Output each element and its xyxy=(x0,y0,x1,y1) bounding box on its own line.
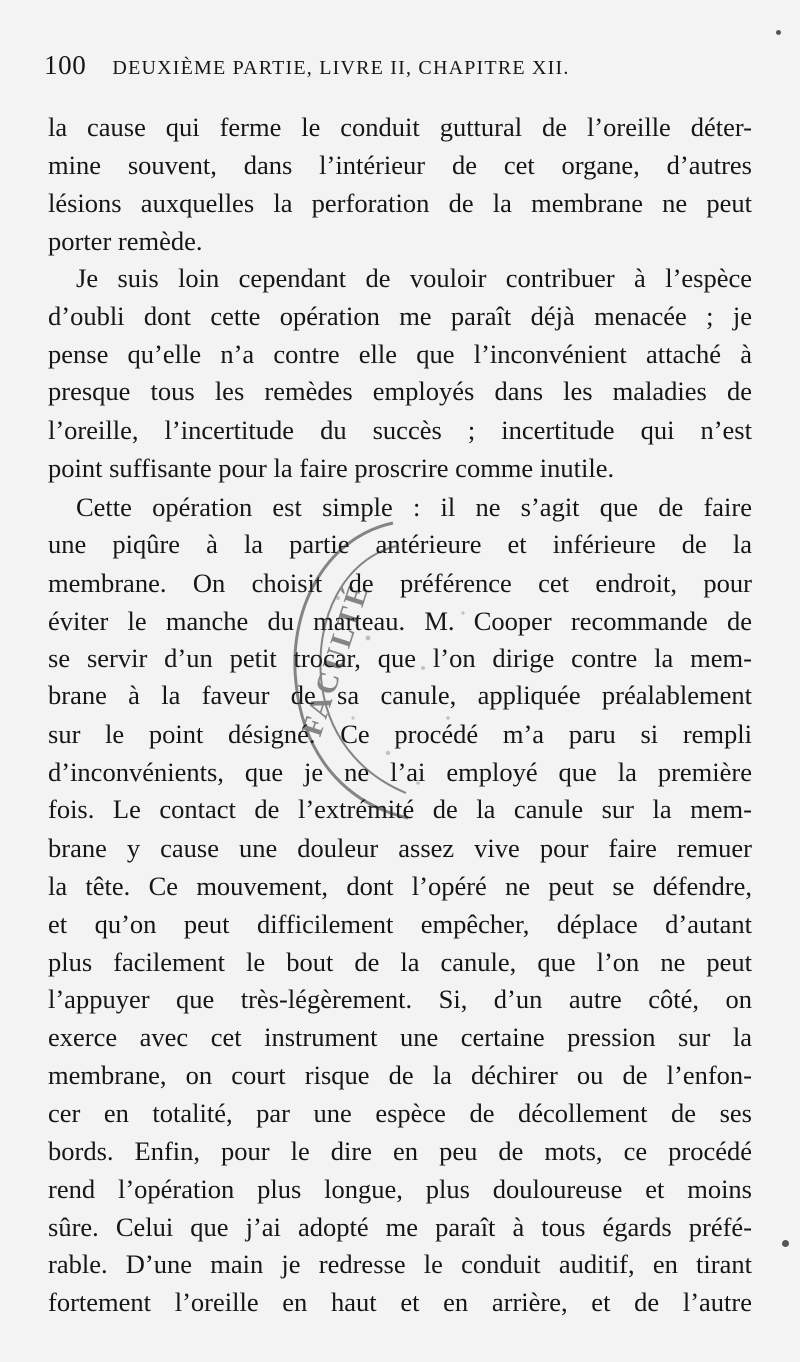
text-line: une piqûre à la partie antérieure et inférieure de la xyxy=(48,529,752,559)
text-line: d’inconvénients, que je ne l’ai employé que la première xyxy=(48,757,752,787)
text-line: d’oubli dont cette opération me paraît déjà menacée ; je xyxy=(48,301,752,331)
text-line: brane y cause une douleur assez vive pour faire remuer xyxy=(48,833,752,863)
text-line: sûre. Celui que j’ai adopté me paraît à tous égards préfé- xyxy=(48,1212,752,1242)
text-line: cer en totalité, par une espèce de décollement de ses xyxy=(48,1098,752,1128)
stamp-label: FACULTÉ xyxy=(295,578,376,741)
text-line: fortement l’oreille en haut et en arrière, et de l’autre xyxy=(48,1287,752,1317)
text-line: porter remède. xyxy=(48,226,203,256)
text-line: la cause qui ferme le conduit guttural de l’oreille déter- xyxy=(48,112,752,142)
text-line: l’appuyer que très-légèrement. Si, d’un autre côté, on xyxy=(48,984,752,1014)
text-line: rend l’opération plus longue, plus douloureuse et moins xyxy=(48,1174,752,1204)
text-line: mine souvent, dans l’intérieur de cet organe, d’autres xyxy=(48,150,752,180)
page-number: 100 xyxy=(44,50,87,80)
text-line: fois. Le contact de l’extrémité de la canule sur la mem- xyxy=(48,794,752,824)
text-line: Cette opération est simple : il ne s’agit que de faire xyxy=(76,492,752,522)
text-line: sur le point désigné. Ce procédé m’a paru si rempli xyxy=(48,719,752,749)
page-header xyxy=(44,50,784,86)
text-line: rable. D’une main je redresse le conduit auditif, en tirant xyxy=(48,1249,752,1279)
text-line: Je suis loin cependant de vouloir contribuer à l’espèce xyxy=(76,263,752,293)
text-line: la tête. Ce mouvement, dont l’opéré ne peut se défendre, xyxy=(48,871,752,901)
text-line: membrane, on court risque de la déchirer ou de l’enfon- xyxy=(48,1060,752,1090)
text-line: brane à la faveur de sa canule, appliquée préalablement xyxy=(48,680,752,710)
text-line: membrane. On choisit de préférence cet endroit, pour xyxy=(48,568,752,598)
text-line: lésions auxquelles la perforation de la membrane ne peut xyxy=(48,188,752,218)
running-title: DEUXIÈME PARTIE, LIVRE II, CHAPITRE XII. xyxy=(112,57,570,79)
text-line: bords. Enfin, pour le dire en peu de mots, ce procédé xyxy=(48,1136,752,1166)
text-line: se servir d’un petit trocar, que l’on dirige contre la mem- xyxy=(48,643,752,673)
text-line: exerce avec cet instrument une certaine pression sur la xyxy=(48,1022,752,1052)
text-line: point suffisante pour la faire proscrire comme inutile. xyxy=(48,453,615,483)
text-line: pense qu’elle n’a contre elle que l’inconvénient attaché à xyxy=(48,339,752,369)
text-line: et qu’on peut difficilement empêcher, déplace d’autant xyxy=(48,909,752,939)
print-speck xyxy=(782,1240,789,1247)
text-line: l’oreille, l’incertitude du succès ; incertitude qui n’est xyxy=(48,415,752,445)
text-line: plus facilement le bout de la canule, que l’on ne peut xyxy=(48,947,752,977)
text-line: presque tous les remèdes employés dans les maladies de xyxy=(48,376,752,406)
print-speck xyxy=(776,30,781,35)
text-line: éviter le manche du marteau. M. Cooper recommande de xyxy=(48,606,752,636)
